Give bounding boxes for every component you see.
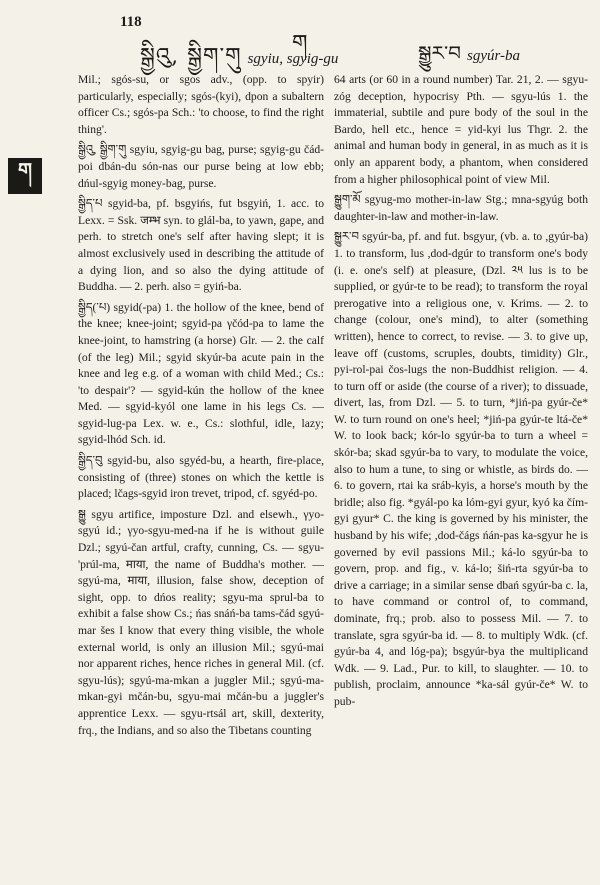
entry-paragraph: སྒྱིད་པ sgyid-ba, pf. bsgyińs, fut bsgyiń, 1. acc. to Lexx. = Ssk. जम्भ syn. to glál-ba, to yawn, gape, and perh. to stretch one's self after having slept; it is almost exclusively used in describing the attitude of a dying lion, and so also the dying attitude of Buddha. — 2. perh. also = gyiń-ba. [78, 197, 324, 294]
entry-paragraph: སྒྱུག་མོ sgyug-mo mother-in-law Stg.; mna-sgyúg both daughter-in-law and mother-in-law. [334, 193, 588, 223]
entry-paragraph: སྒྱུ sgyu artifice, imposture Dzl. and elsewh., γyo-sgyú id.; γyo-sgyu-med-na if he is without guile Dzl.; sgyú-čan artful, crafty, cunning, Cs. — sgyu-'prúl-ma, माया, the name of Buddha's mother. — sgyú-ma, माया, illusion, false show, deception of sight, opp. to dńos reality; sgyu-ma sprul-ba to exhibit a false show Cs.; ńas snáń-ba tams-čád sgyú-mar šes I know that every thing visible, the whole external world, is only an illusion Mil.; sgyú-mai nor apparent riches, hence riches in general Mil. (cf. sgyu-lús); sgyú-ma-mkan a juggler Mil.; sgyú-ma-mkan-gyi mčán-bu, sgyu-mai mčán-bu a juggler's apprentice Lexx. — sgyu-rtsál art, skill, dexterity, frq., the Indians, and so also the Tibetans counting [78, 507, 324, 737]
left-column [78, 72, 324, 880]
page-number: 118 [120, 14, 142, 30]
header-right-transliteration: sgyúr-ba [466, 48, 521, 64]
header-center-letter: ག [292, 30, 308, 55]
header-right-tibetan: སྒྱུར་བ [418, 41, 461, 65]
entry-paragraph: སྒྱིའུ, སྒྱིག་གུ sgyiu, sgyig-gu bag, purse; sgyig-gu čád-poi dbán-du són-nas our purse being at low ebb; dńul-sgyig money-bag, purse. [78, 143, 324, 190]
entry-paragraph: 64 arts (or 60 in a round number) Tar. 21, 2. — sgyu-zóg deception, hypocrisy Pth. — sgyu-lús 1. the immaterial, subtile and pure body of the soul in the Bardo, hell etc., hence = yid-kyi lus Thgr. 2. the animal and human body in general, in as much as it is only an apparent body, a phantom, when considered from a higher philosophical point of view Mil. [334, 73, 588, 186]
header-left-transliteration: sgyiu, sgyig-gu [247, 51, 339, 67]
entry-paragraph: སྒྱུར་བ sgyúr-ba, pf. and fut. bsgyur, (vb. a. to ,gyúr-ba) 1. to transform, lus ,dod-dgúr to transform one's body (i. e. one's self) at pleasure, (Dzl. ༢༥ lus is to be supplied, or gyúr-te to be read); to transform the royal prerogative into a religious one, v. Krims. — 2. to change (colour, one's mind), to alter (something written), hence to correct, to revise. — 3. to give up, leave off (customs, scruples, doubts, timidity) Glr., pyi-rol-pai čos-lugs the non-Buddhist religion. — 4. to turn off or aside (the course of a river); to dissuade, divert, las, from Dzl. — 5. to turn, *jiń-pa gyúr-če* W. to turn round on one's heel; *jiń-pa gyúr-te ltá-če* W. to look back; kór-lo sgyúr-ba to turn a wheel = skór-ba; skad sgyúr-ba to vary, to modulate the voice, also to hum a tune, to sing or whistle, as birds do. — 6. to govern, rtai ka sráb-kyis, a horse's mouth by the bridle; also fig. *gyál-po ka lóm-gyi gyur, kyó ka čím-gyi gyur* C. the king is governed by his minister, the husband by his wife; ,dod-čágs ńán-pas ka-sgyur he is governed by evil passions Mil.; ká-lo sgyúr-ba to govern, prop. and fig., v. ká-lo; šiń-rta sgyúr-ba to drive a carriage; in a similar sense dbań sgyúr-ba c. la, to have command or control of, to command, dominate, frq.; prob. also to possess Mil. — 7. to translate, sgra sgyúr-ba id. — 8. to multiply Wdk. (cf. gyúr-ba 4, and lóg-pa); bsgyúr-bya the multiplicand Wdk. — 9. Lad., Pur. to kill, to slaughter. — 10. to publish, proclaim, announce *ka-sál gyúr-če* W. to pub- [334, 230, 588, 708]
header-left-tibetan: སྒྱིའུ, སྒྱིག་གུ [140, 44, 242, 69]
right-column [334, 72, 588, 880]
entry-paragraph: སྒྱིད་བུ sgyid-bu, also sgyéd-bu, a hearth, fire-place, consisting of (three) stones on which the kettle is placed; lčags-sgyid iron trevet, tripod, cf. sgyéd-po. [78, 454, 324, 501]
thumb-index-tab: ག [8, 158, 42, 194]
entry-paragraph: Mil.; sgós-su, or sgos adv., (opp. to spyir) particularly, especially; sgós-(kyi), dpon a subaltern officer Cs.; sgós-pa Sch.: 'to choose, to find the right thing'. [78, 73, 324, 136]
entry-paragraph: སྒྱིད(་པ) sgyid(-pa) 1. the hollow of the knee, bend of the knee; knee-joint; sgyid-pa γčód-pa to lame the knee-joint, to hamstring (a horse) Glr. — 2. the calf (of the leg) Mil.; sgyid skyúr-ba acute pain in the knee and leg e.g. of a woman with child Med.; Cs.: 'to despair'? — sgyid-kún the hollow of the knee Med. — sgyid-kyól one lame in his legs Cs. — sgyid-lug-pa Lex. w. e., Cs.: slothful, idle, lazy; sgyid-lhód Sch. id. [78, 300, 324, 447]
